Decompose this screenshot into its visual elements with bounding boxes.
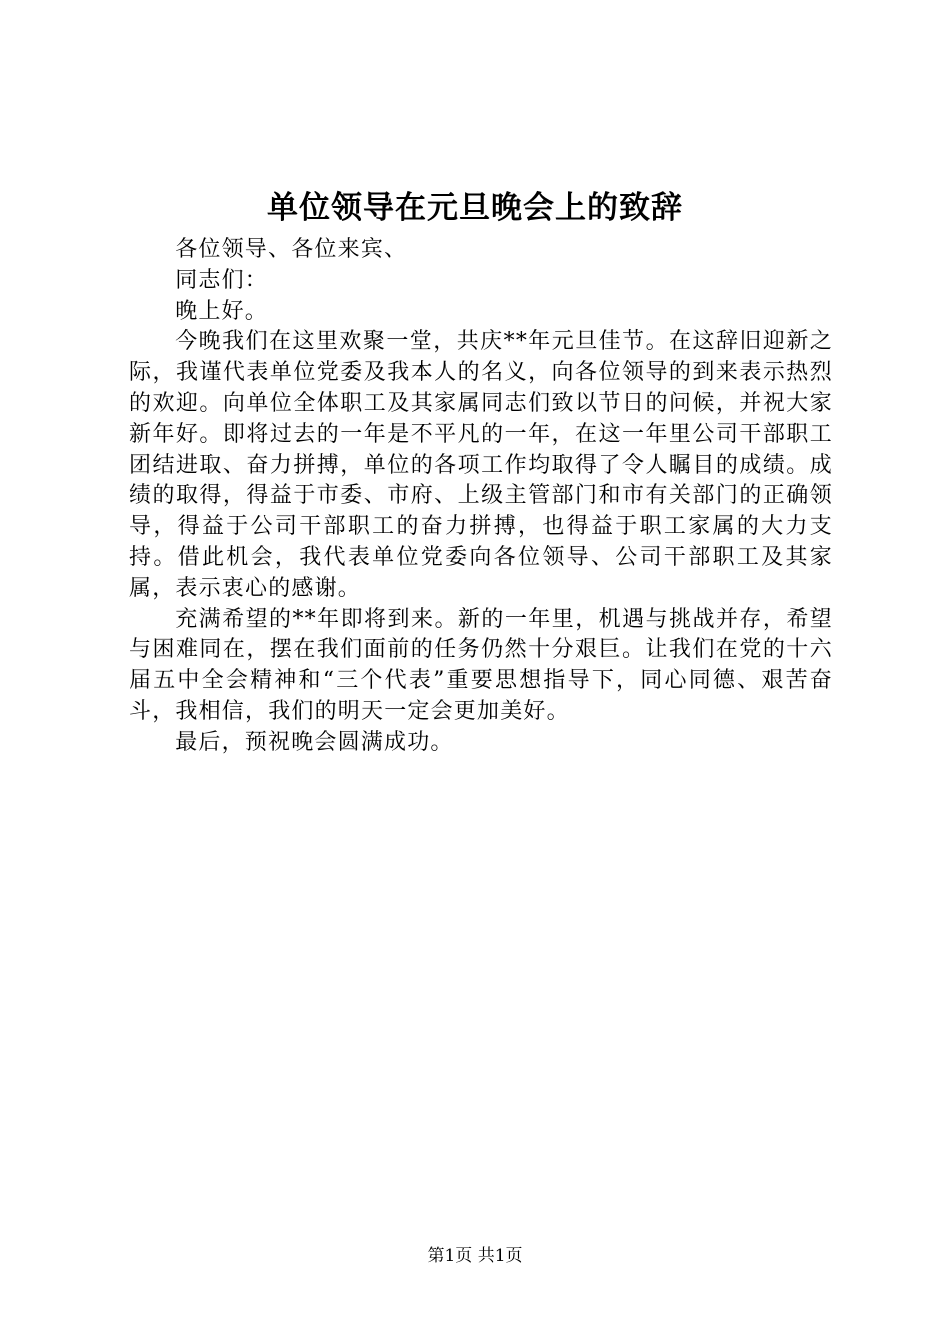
document-body <box>129 235 833 759</box>
closing-line: 最后，预祝晚会圆满成功。 <box>175 729 454 755</box>
document-title: 单位领导在元旦晚会上的致辞 <box>267 190 683 226</box>
salutation-line-2: 同志们： <box>175 267 268 293</box>
greeting-line: 晚上好。 <box>175 298 268 324</box>
page-footer: 第1页 共1页 <box>427 1246 523 1266</box>
body-paragraph-1: 今晚我们在这里欢聚一堂，共庆**年元旦佳节。在这辞旧迎新之际，我谨代表单位党委及我本人的名义，向各位领导的到来表示热烈的欢迎。向单位全体职工及其家属同志们致以节日的问候，并祝大家新年好。即将过去的一年是不平凡的一年，在这一年里公司干部职工团结进取、奋力拼搏，单位的各项工作均取得了令人瞩目的成绩。成绩的取得，得益于市委、市府、上级主管部门和市有关部门的正确领导，得益于公司干部职工的奋力拼搏，也得益于职工家属的大力支持。借此机会，我代表单位党委向各位领导、公司干部职工及其家属，表示衷心的感谢。 <box>129 329 833 601</box>
salutation-line-1: 各位领导、各位来宾、 <box>175 237 408 262</box>
body-paragraph-2: 充满希望的**年即将到来。新的一年里，机遇与挑战并存，希望与困难同在，摆在我们面前的任务仍然十分艰巨。让我们在党的十六届五中全会精神和“三个代表”重要思想指导下，同心同德、艰苦奋斗，我相信，我们的明天一定会更加美好。 <box>129 606 833 724</box>
